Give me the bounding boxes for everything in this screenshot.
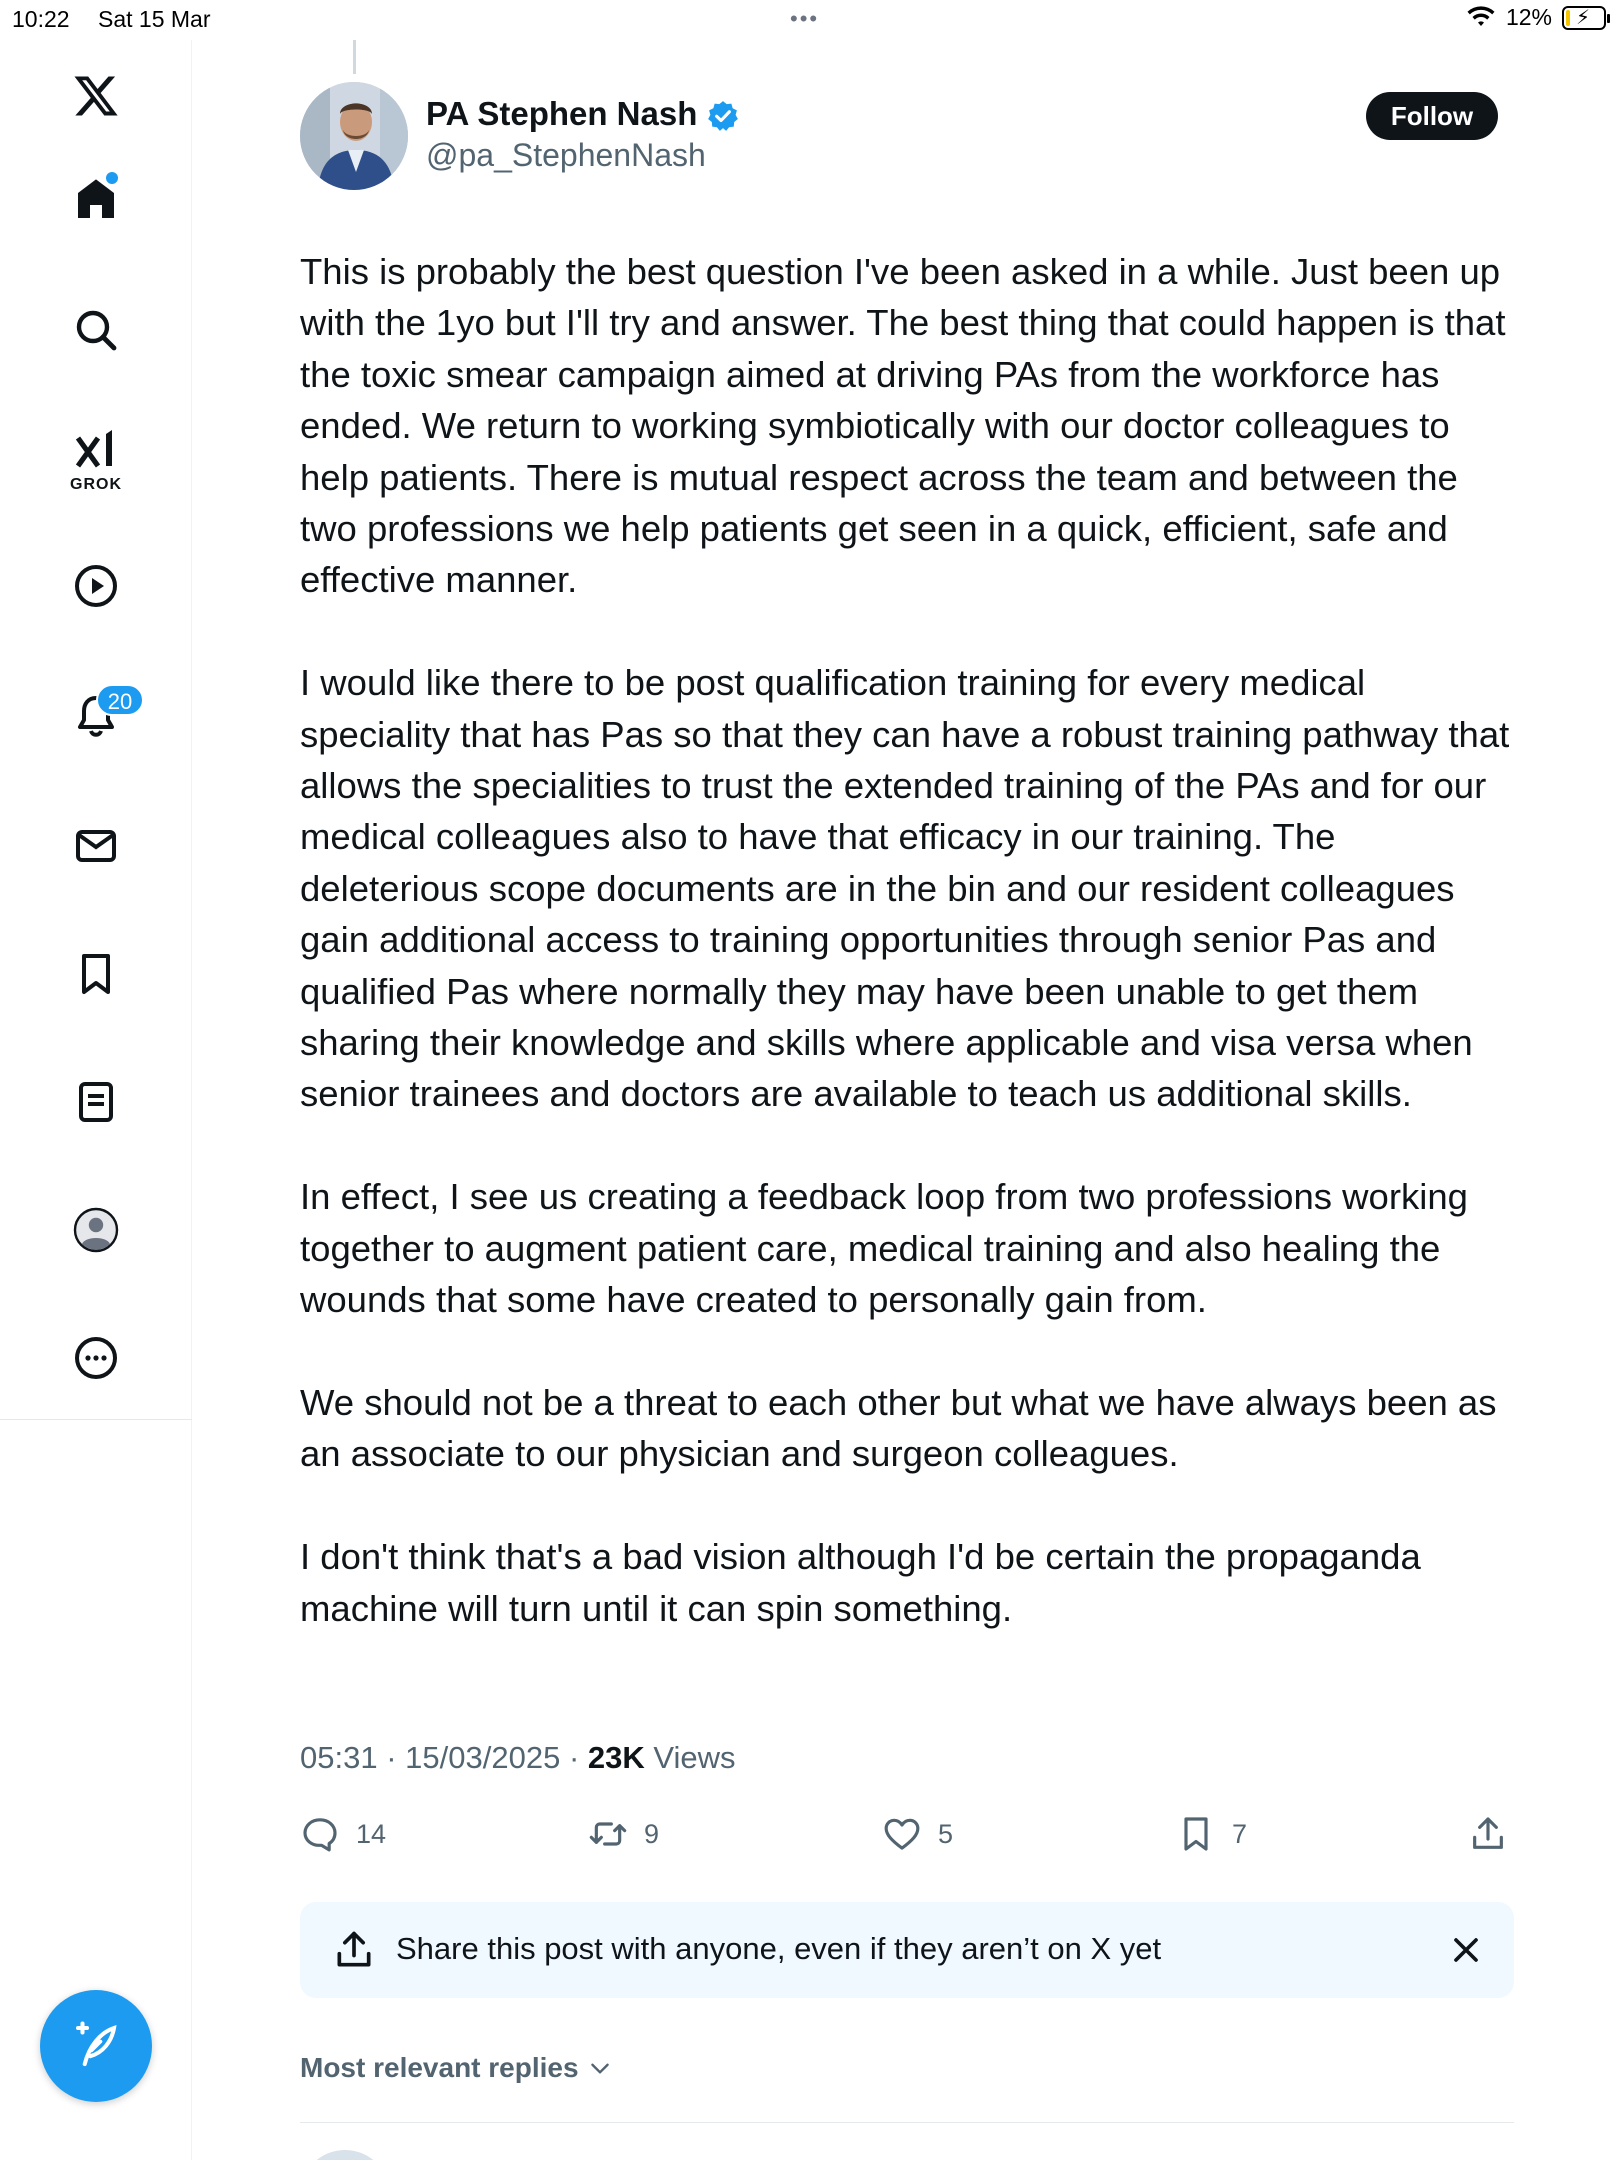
battery-icon <box>1562 6 1606 30</box>
compose-post-button[interactable] <box>40 1990 152 2102</box>
share-upload-icon <box>332 1928 376 1972</box>
multitasking-dots-icon[interactable]: ••• <box>790 6 820 31</box>
verified-badge-icon <box>706 99 740 133</box>
post-time[interactable]: 05:31 <box>300 1740 378 1775</box>
play-icon[interactable] <box>66 556 126 616</box>
profile-icon[interactable] <box>66 1200 126 1260</box>
list-icon[interactable] <box>66 1072 126 1132</box>
author-handle[interactable]: @pa_StephenNash <box>426 137 706 173</box>
views-count[interactable]: 23K <box>587 1740 645 1775</box>
reply-divider <box>300 2122 1514 2123</box>
search-icon[interactable] <box>66 300 126 360</box>
status-time: 10:22 <box>12 6 70 32</box>
post-paragraph: I don't think that's a bad vision although I'd be certain the propaganda machine will turn until it can spin something. <box>300 1536 1421 1629</box>
wifi-icon <box>1466 6 1496 30</box>
repost-button[interactable] <box>588 1814 659 1854</box>
bookmark-count: 7 <box>1232 1818 1248 1849</box>
x-logo-icon[interactable] <box>66 66 126 126</box>
share-prompt-text: Share this post with anyone, even if they aren’t on X yet <box>396 1931 1162 1966</box>
post-meta <box>300 1740 736 1776</box>
replies-sort-label: Most relevant replies <box>300 2052 579 2083</box>
like-button[interactable] <box>882 1814 953 1854</box>
sidebar-divider <box>0 1419 192 1420</box>
battery-level <box>1566 10 1570 26</box>
reply-button[interactable] <box>300 1814 386 1854</box>
reply-count: 14 <box>356 1818 387 1849</box>
heart-icon <box>882 1814 922 1854</box>
meta-separator: · <box>386 1740 397 1775</box>
notifications-badge: 20 <box>96 684 144 716</box>
battery-percent: 12% <box>1505 4 1552 30</box>
reply-icon <box>300 1814 340 1854</box>
author-name[interactable]: PA Stephen Nash <box>426 95 698 132</box>
grok-icon[interactable] <box>66 420 126 480</box>
reply-avatar[interactable] <box>300 2150 390 2160</box>
views-label: Views <box>653 1740 736 1775</box>
chevron-down-icon <box>587 2055 613 2081</box>
post-paragraph: We should not be a threat to each other but what we have always been as an associate to our physician and surgeon colleagues. <box>300 1381 1497 1475</box>
envelope-icon[interactable] <box>66 816 126 876</box>
bookmark-action-icon <box>1176 1814 1216 1854</box>
post-paragraph: This is probably the best question I've been asked in a while. Just been up with the 1yo but I'll try and answer. The best thing that could happen is that the toxic smear campaign aimed at driving PAs from the workforce has ended. We return to working symbiotically with our doctor colleagues to help patients. There is mutual respect across the team and between the two professions we help patients get seen in a quick, efficient, safe and effective manner. <box>300 251 1506 601</box>
status-right <box>1466 4 1606 31</box>
replies-sort-dropdown[interactable] <box>300 2052 613 2084</box>
follow-button[interactable]: Follow <box>1366 92 1498 140</box>
home-unread-dot <box>106 172 118 184</box>
post-paragraph: In effect, I see us creating a feedback loop from two professions working together to augment patient care, medical training and also healing the wounds that some have created to personally gain from. <box>300 1176 1468 1321</box>
like-count: 5 <box>938 1818 954 1849</box>
repost-count: 9 <box>644 1818 660 1849</box>
meta-separator: · <box>568 1740 580 1775</box>
post-paragraph: I would like there to be post qualification training for every medical speciality that has Pas so that they can have a robust training pathway that allows the specialities to trust the extended training of the PAs and for our medical colleagues also to have that efficacy in our training. The deleterious scope documents are in the bin and our resident colleagues gain additional access to training opportunities through senior Pas and qualified Pas where normally they may have been unable to get them sharing their knowledge and skills where applicable and visa versa when senior trainees and doctors are available to teach us additional skills. <box>300 662 1510 1115</box>
post-action-bar <box>300 1814 1510 1858</box>
compose-feather-icon <box>69 2019 123 2073</box>
share-prompt-banner[interactable] <box>300 1902 1514 1998</box>
status-date: Sat 15 Mar <box>98 6 211 32</box>
share-button[interactable] <box>1468 1814 1508 1854</box>
bookmark-button[interactable] <box>1176 1814 1247 1854</box>
thread-connector-line <box>353 40 356 74</box>
post-date[interactable]: 15/03/2025 <box>405 1740 561 1775</box>
author-avatar[interactable] <box>300 82 408 190</box>
share-icon <box>1468 1814 1508 1854</box>
close-icon[interactable] <box>1446 1930 1486 1970</box>
grok-label: GROK <box>70 476 122 493</box>
avatar-photo <box>300 82 408 190</box>
post-text <box>300 246 1522 1685</box>
repost-icon <box>588 1814 628 1854</box>
status-bar <box>0 0 1620 40</box>
bookmark-icon[interactable] <box>66 944 126 1004</box>
charging-bolt-icon: ⚡ <box>1576 6 1591 29</box>
more-icon[interactable] <box>66 1328 126 1388</box>
sidebar <box>0 40 192 2160</box>
